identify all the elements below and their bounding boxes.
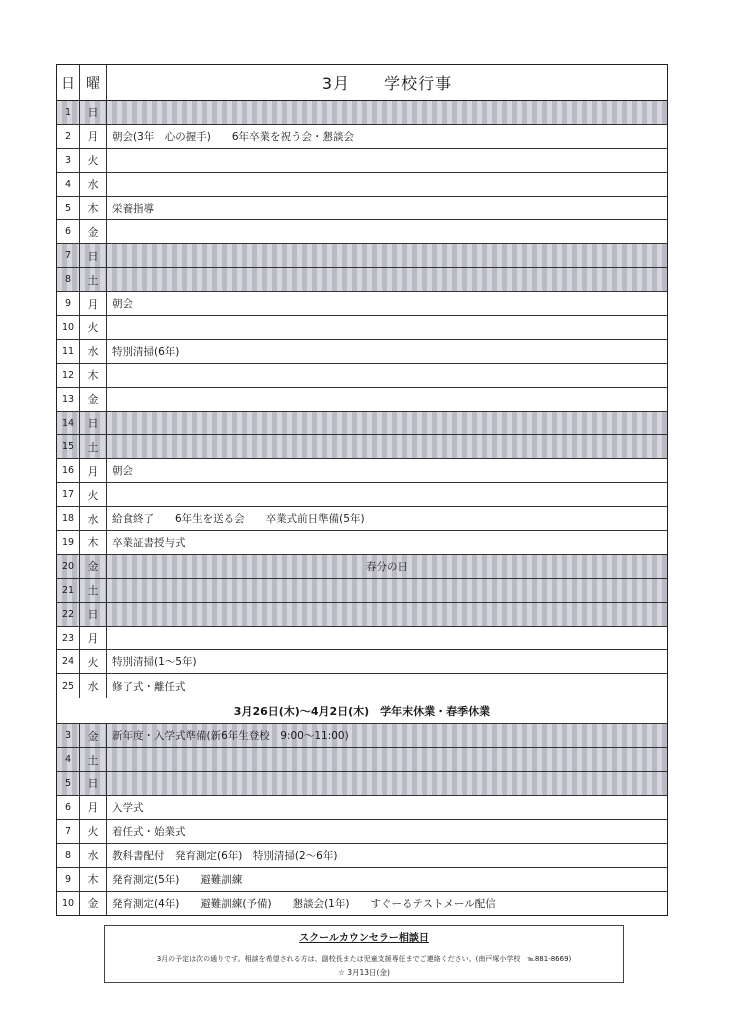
weekday-cell: 日 [80,412,107,435]
day-cell: 1 [57,101,80,124]
table-row [57,844,667,868]
event-cell: 特別清掃(1～5年) [112,656,197,669]
table-row [57,627,667,651]
event-cell [107,149,667,172]
event-cell: 朝会 [112,298,133,311]
event-cell: 発育測定(5年) 避難訓練 [112,873,243,886]
day-cell: 11 [57,340,80,363]
day-cell: 5 [57,197,80,220]
table-row [57,364,667,388]
day-cell: 12 [57,364,80,387]
event-cell: 特別清掃(6年) [112,345,180,358]
event-cell: 栄養指導 [112,202,154,215]
day-cell: 7 [57,820,80,843]
weekday-column-header: 曜 [80,65,107,100]
break-banner: 3月26日(木)～4月2日(木) 学年末休業・春季休業 [233,704,491,718]
event-cell [107,220,667,243]
weekday-cell: 日 [80,603,107,626]
table-row [57,316,667,340]
day-cell: 25 [57,674,80,698]
page-title: 3月 学校行事 [321,74,453,93]
day-cell: 8 [57,268,80,291]
break-banner-row [57,698,667,724]
weekday-cell: 土 [80,579,107,602]
event-cell: 朝会(3年 心の握手) 6年卒業を祝う会・懇談会 [112,130,355,143]
weekday-cell: 水 [80,173,107,196]
day-cell: 3 [57,149,80,172]
weekday-cell: 火 [80,483,107,506]
day-cell: 15 [57,435,80,458]
weekday-cell: 金 [80,892,107,916]
day-cell: 6 [57,796,80,819]
table-row [57,820,667,844]
table-row [57,435,667,459]
weekday-cell: 月 [80,627,107,650]
table-row [57,531,667,555]
weekday-cell: 日 [80,101,107,124]
event-cell [107,412,667,435]
table-row [57,268,667,292]
weekday-cell: 火 [80,149,107,172]
table-row [57,772,667,796]
weekday-cell: 水 [80,507,107,530]
day-cell: 3 [57,724,80,747]
day-cell: 9 [57,292,80,315]
day-cell: 9 [57,868,80,891]
table-row [57,125,667,149]
weekday-cell: 土 [80,748,107,771]
table-row [57,292,667,316]
event-cell [107,101,667,124]
table-row [57,868,667,892]
table-row [57,244,667,268]
event-cell [107,388,667,411]
event-cell [107,627,667,650]
weekday-cell: 火 [80,650,107,673]
table-row [57,892,667,916]
table-row [57,650,667,674]
event-cell: 教科書配付 発育測定(6年) 特別清掃(2～6年) [112,849,338,862]
weekday-cell: 水 [80,844,107,867]
table-row [57,173,667,197]
day-cell: 24 [57,650,80,673]
event-cell: 朝会 [112,465,133,478]
counselor-title: スクールカウンセラー相談日 [299,933,429,944]
weekday-cell: 火 [80,316,107,339]
table-row [57,149,667,173]
school-events-table [56,64,668,916]
event-cell: 発育測定(4年) 避難訓練(予備) 懇談会(1年) すぐーるテストメール配信 [112,897,496,910]
event-cell [107,579,667,602]
weekday-cell: 木 [80,531,107,554]
april-rows [57,724,667,915]
counselor-date: ☆ 3月13日(金) [338,968,390,977]
counselor-info-box [104,925,624,983]
event-cell: 給食終了 6年生を送る会 卒業式前日準備(5年) [112,513,365,526]
day-cell: 5 [57,772,80,795]
weekday-cell: 金 [80,388,107,411]
day-cell: 16 [57,459,80,482]
table-row [57,412,667,436]
table-row [57,388,667,412]
table-row [57,197,667,221]
weekday-cell: 月 [80,125,107,148]
table-row [57,340,667,364]
table-row [57,220,667,244]
event-cell: 新年度・入学式準備(新6年生登校 9:00～11:00) [107,724,667,747]
table-row [57,748,667,772]
day-cell: 21 [57,579,80,602]
event-cell [107,483,667,506]
weekday-cell: 金 [80,555,107,578]
weekday-cell: 水 [80,674,107,698]
day-cell: 13 [57,388,80,411]
event-cell: 着任式・始業式 [112,825,186,838]
table-row [57,507,667,531]
event-cell: 卒業証書授与式 [112,536,186,549]
weekday-cell: 火 [80,820,107,843]
event-cell: 入学式 [112,801,144,814]
table-row [57,796,667,820]
weekday-cell: 水 [80,340,107,363]
day-cell: 6 [57,220,80,243]
event-cell [107,748,667,771]
weekday-cell: 金 [80,220,107,243]
day-cell: 23 [57,627,80,650]
weekday-cell: 木 [80,197,107,220]
day-cell: 2 [57,125,80,148]
day-cell: 10 [57,892,80,916]
day-cell: 4 [57,748,80,771]
table-row [57,459,667,483]
day-cell: 17 [57,483,80,506]
day-cell: 20 [57,555,80,578]
weekday-cell: 日 [80,244,107,267]
table-row [57,555,667,579]
table-row [57,603,667,627]
day-cell: 19 [57,531,80,554]
table-row [57,674,667,698]
day-cell: 4 [57,173,80,196]
event-cell [107,603,667,626]
weekday-cell: 土 [80,268,107,291]
event-cell [107,268,667,291]
day-cell: 8 [57,844,80,867]
event-cell [107,316,667,339]
event-cell [107,772,667,795]
weekday-cell: 木 [80,868,107,891]
counselor-body: 3月の予定は次の通りです。相談を希望される方は、副校長または児童支援専任までご連絡ください。(南戸塚小学校 ℡881-8669) [156,955,572,963]
day-cell: 14 [57,412,80,435]
event-cell [107,364,667,387]
day-column-header: 日 [57,65,80,100]
day-cell: 22 [57,603,80,626]
table-header-row [57,65,667,101]
table-row [57,724,667,748]
weekday-cell: 月 [80,459,107,482]
table-row [57,101,667,125]
day-cell: 18 [57,507,80,530]
weekday-cell: 木 [80,364,107,387]
weekday-cell: 月 [80,796,107,819]
event-cell: 修了式・離任式 [112,680,186,693]
weekday-cell: 金 [80,724,107,747]
event-cell [107,173,667,196]
event-cell [107,244,667,267]
march-rows [57,101,667,698]
event-cell: 春分の日 [107,555,667,578]
weekday-cell: 日 [80,772,107,795]
table-row [57,579,667,603]
weekday-cell: 土 [80,435,107,458]
day-cell: 7 [57,244,80,267]
table-row [57,483,667,507]
day-cell: 10 [57,316,80,339]
event-cell [107,435,667,458]
weekday-cell: 月 [80,292,107,315]
